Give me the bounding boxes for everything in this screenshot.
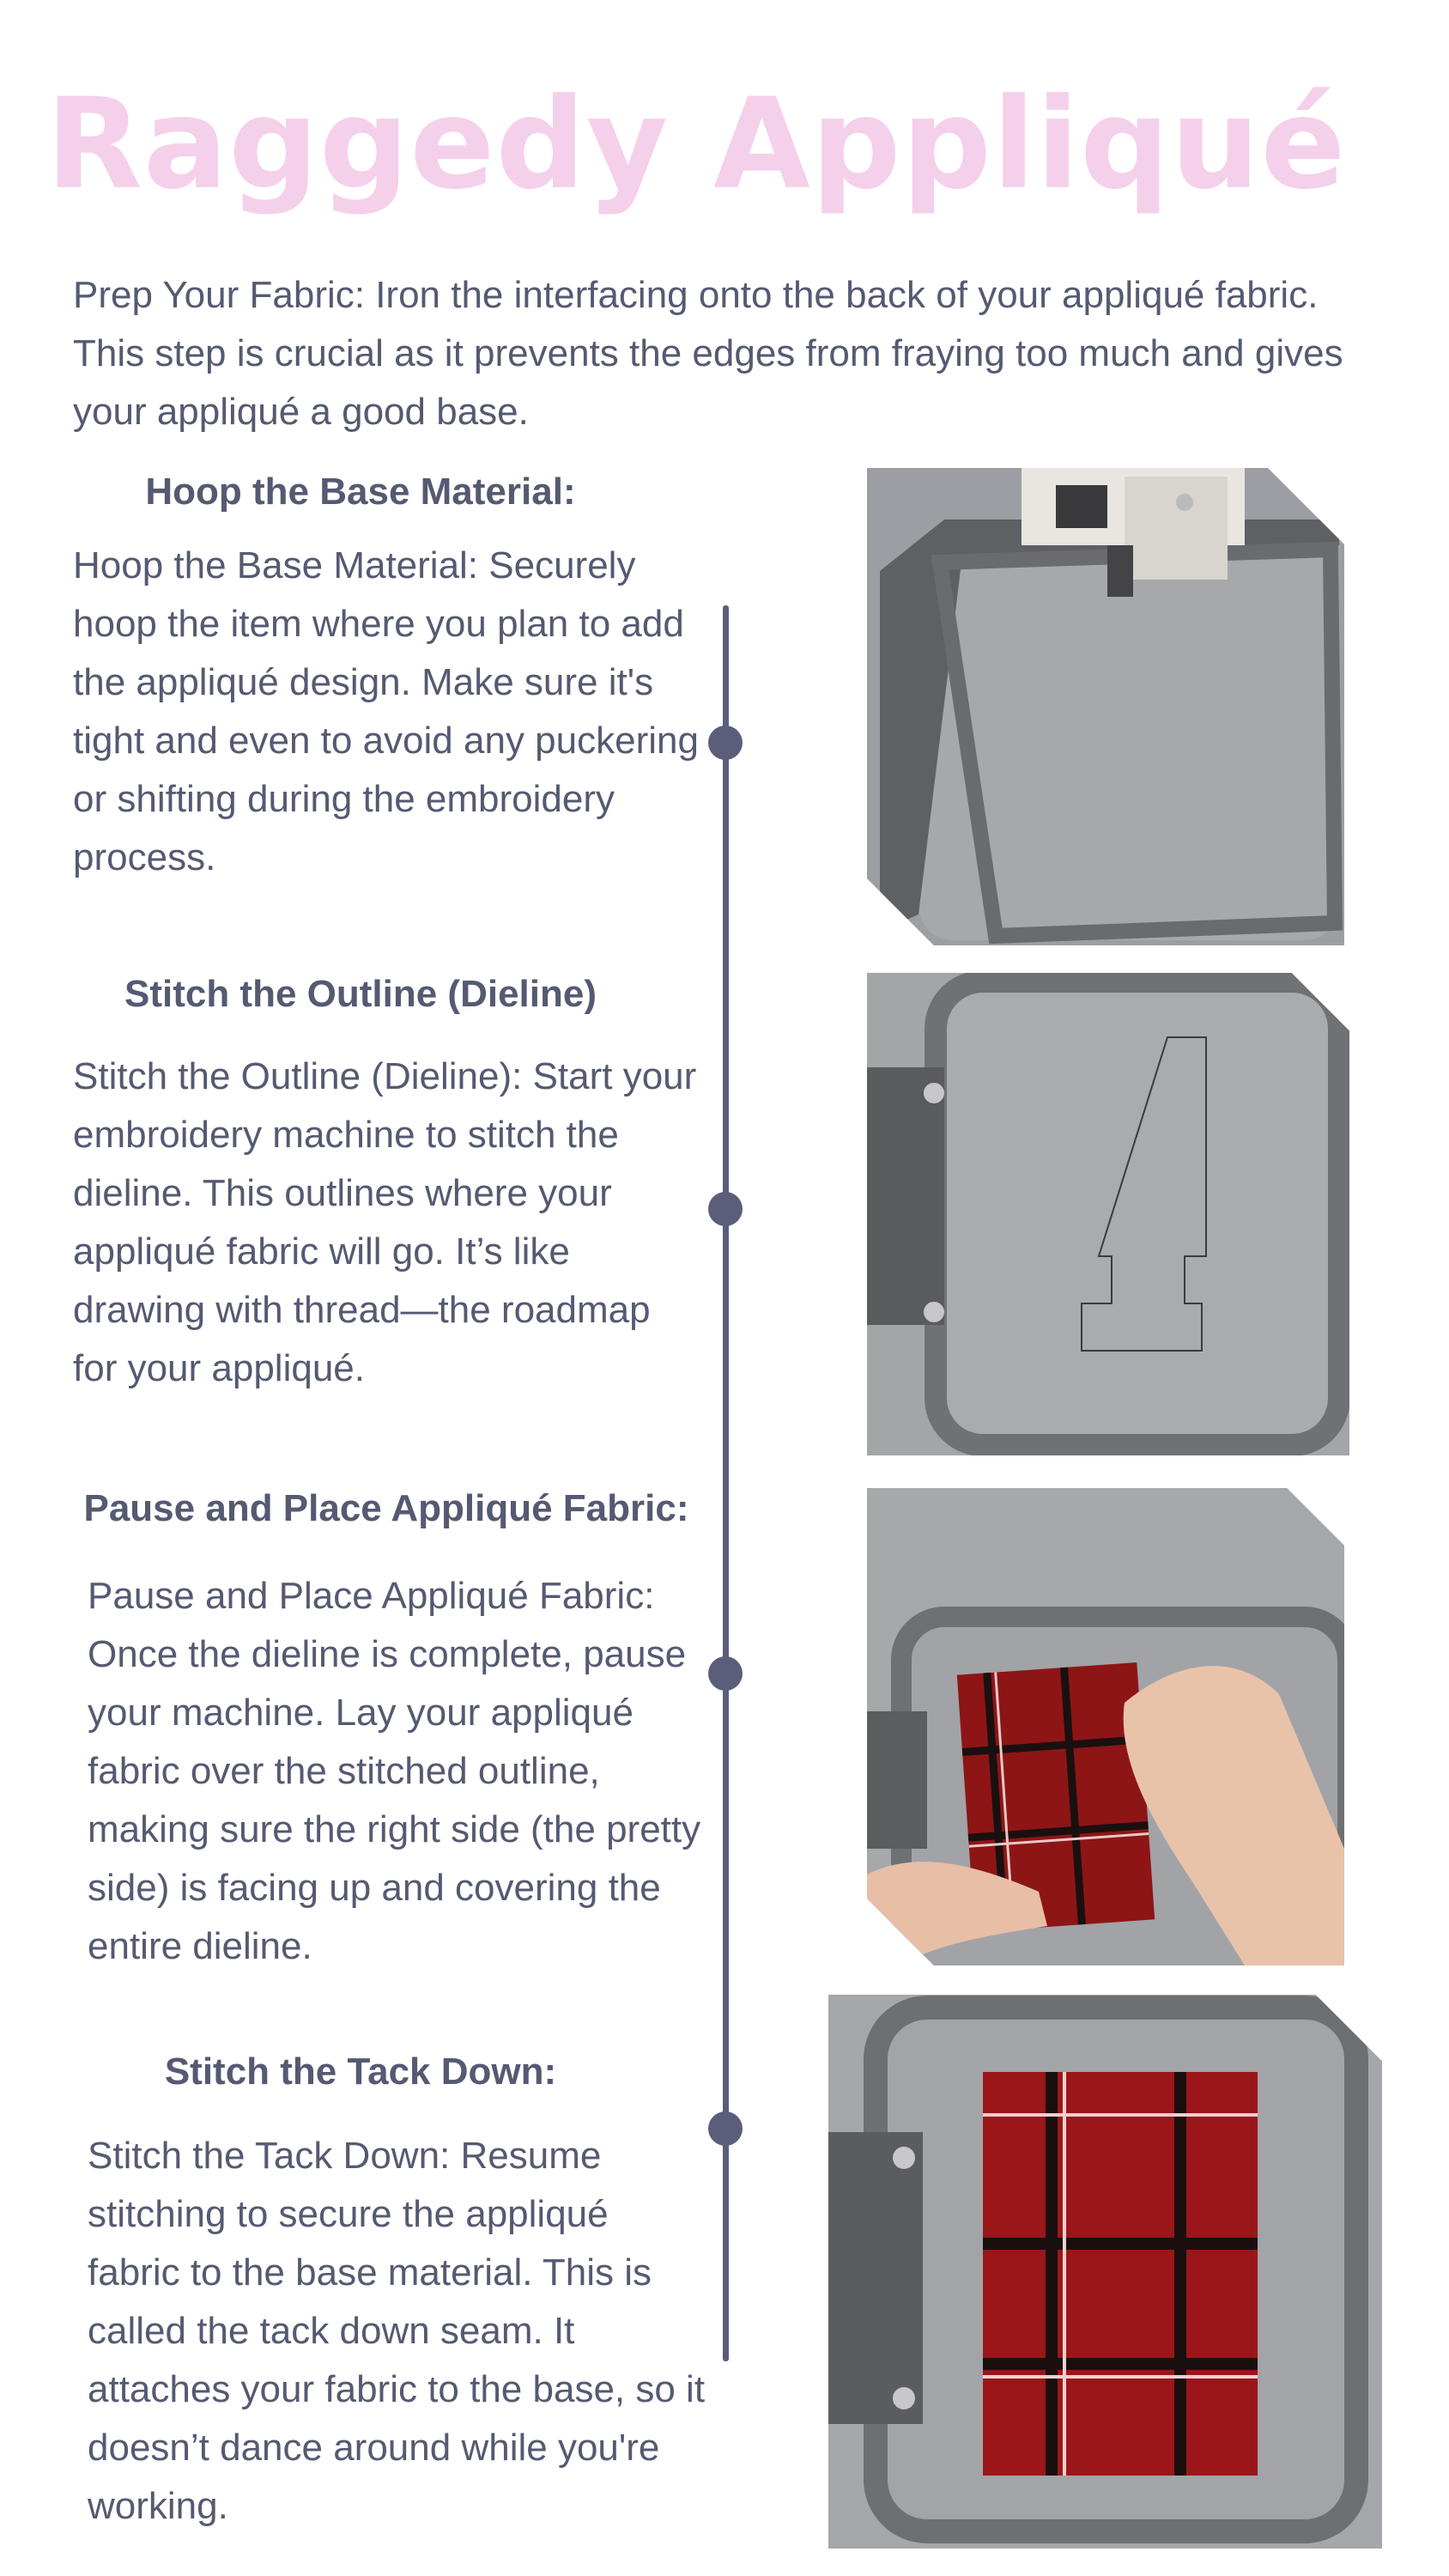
page-title: Raggedy Appliqué bbox=[45, 71, 1347, 217]
timeline-dot-4 bbox=[708, 2111, 743, 2146]
timeline-dot-1 bbox=[708, 726, 743, 760]
photo-stitched-dieline bbox=[867, 973, 1349, 1455]
timeline-dot-2 bbox=[708, 1192, 743, 1226]
step-4-heading: Stitch the Tack Down: bbox=[164, 2050, 557, 2093]
step-1-body: Hoop the Base Material: Securely hoop the item where you plan to add the appliqué design. Make sure it's tight and even to avoid any puckering or shifting during the embroidery process. bbox=[73, 544, 699, 878]
timeline-line bbox=[723, 605, 729, 2361]
intro-paragraph: Prep Your Fabric: Iron the interfacing onto the back of your appliqué fabric. This step is crucial as it prevents the edges from fraying too much and gives your appliqué a good base. bbox=[73, 274, 1343, 433]
step-1-heading: Hoop the Base Material: bbox=[145, 471, 576, 513]
photo-placing-applique-fabric bbox=[867, 1488, 1344, 1965]
step-4-body: Stitch the Tack Down: Resume stitching to secure the appliqué fabric to the base material. This is called the tack down seam. It attaches your fabric to the base, so it doesn’t dance around while you're working. bbox=[88, 2135, 706, 2527]
photo-tack-down bbox=[828, 1995, 1382, 2549]
photo-hooped-base-material bbox=[867, 468, 1344, 945]
step-3-body: Pause and Place Appliqué Fabric: Once the dieline is complete, pause your machine. Lay your appliqué fabric over the stitched outline, making sure the right side (the pretty side) is facing up and covering the entire dieline. bbox=[88, 1575, 701, 1967]
step-3-heading: Pause and Place Appliqué Fabric: bbox=[83, 1487, 689, 1529]
timeline-dot-3 bbox=[708, 1656, 743, 1691]
step-2-heading: Stitch the Outline (Dieline) bbox=[124, 973, 597, 1015]
step-2-body: Stitch the Outline (Dieline): Start your embroidery machine to stitch the dieline. This outlines where your appliqué fabric will go. It’s like drawing with thread—the roadmap for your appliqué. bbox=[73, 1055, 697, 1389]
